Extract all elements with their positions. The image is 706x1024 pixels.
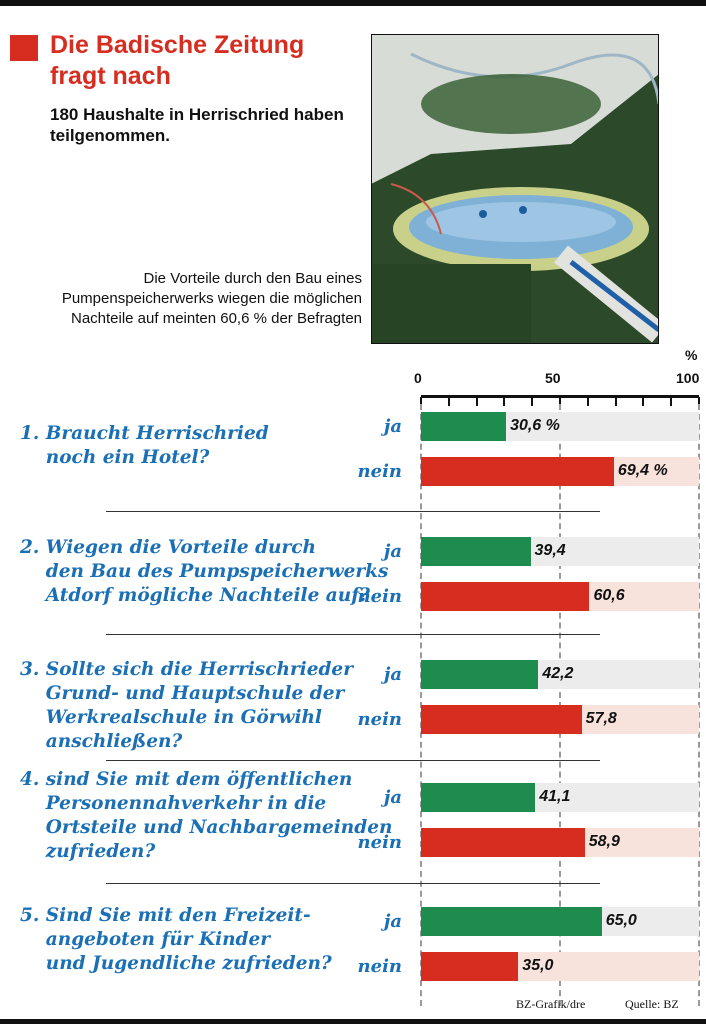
page-subtitle: 180 Haushalte in Herrischried haben teilgenommen. [50, 105, 344, 145]
axis-tick [448, 397, 450, 406]
value-label-ja: 65,0 [605, 912, 637, 929]
axis-tick [587, 397, 589, 406]
question-text: 5. Sind Sie mit den Freizeit- angeboten für Kinder und Jugendliche zufrieden? [20, 905, 332, 974]
answer-label-nein: nein [357, 461, 402, 482]
value-label-nein: 57,8 [585, 710, 617, 727]
axis-unit: % [685, 347, 698, 363]
axis-tick [503, 397, 505, 406]
title-marker [10, 35, 38, 61]
bar-ja [421, 783, 535, 812]
bar-nein [421, 582, 589, 611]
axis-tick [476, 397, 478, 406]
bar-ja [421, 537, 531, 566]
answer-label-ja: ja [383, 541, 402, 562]
source-note: Quelle: BZ [625, 997, 679, 1011]
value-label-nein: 69,4 % [617, 462, 668, 479]
axis-tick [670, 397, 672, 406]
question-separator [106, 634, 600, 635]
answer-label-nein: nein [357, 586, 402, 607]
answer-label-nein: nein [357, 709, 402, 730]
graphic-credit: BZ-Grafik/dre [516, 997, 586, 1011]
question-text: 4. sind Sie mit dem öffentlichen Personennahverkehr in die Ortsteile und Nachbargemeinden zufrieden? [20, 769, 393, 862]
bar-nein [421, 705, 582, 734]
question-separator [106, 511, 600, 512]
bar-nein [421, 457, 614, 486]
bar-ja [421, 412, 506, 441]
question-text: 3. Sollte sich die Herrischrieder Grund- und Hauptschule der Werkrealschule in Görwihl anschließen? [20, 659, 353, 752]
axis-tick-label-0: 0 [414, 370, 422, 386]
bar-nein [421, 828, 585, 857]
answer-label-ja: ja [383, 911, 402, 932]
question-separator [106, 883, 600, 884]
value-label-ja: 39,4 [534, 542, 566, 559]
top-rule [0, 0, 706, 6]
answer-label-ja: ja [383, 664, 402, 685]
answer-label-ja: ja [383, 787, 402, 808]
bar-nein [421, 952, 518, 981]
axis-tick-label-50: 50 [545, 370, 561, 386]
bottom-rule [0, 1019, 706, 1024]
reservoir-model-photo [371, 34, 659, 344]
reservoir-model-illustration [371, 34, 659, 344]
question-text: 1. Braucht Herrischried noch ein Hotel? [20, 423, 269, 468]
bar-ja [421, 907, 602, 936]
value-label-nein: 35,0 [522, 957, 554, 974]
axis-tick-label-100: 100 [676, 370, 700, 386]
page-title: Die Badische Zeitung fragt nach [50, 31, 305, 90]
answer-label-ja: ja [383, 416, 402, 437]
question-separator [106, 760, 600, 761]
answer-label-nein: nein [357, 956, 402, 977]
question-text: 2. Wiegen die Vorteile durch den Bau des Pumpspeicherwerks Atdorf mögliche Nachteile auf? [20, 537, 389, 606]
value-label-ja: 42,2 [542, 665, 574, 682]
axis-tick [531, 397, 533, 406]
axis-tick [615, 397, 617, 406]
value-label-ja: 30,6 % [510, 417, 560, 434]
value-label-ja: 41,1 [539, 788, 571, 805]
photo-caption: Die Vorteile durch den Bau eines Pumpenspeicherwerks wiegen die möglichen Nachteile auf meinten 60,6 % der Befragten [61, 270, 362, 327]
bar-ja [421, 660, 538, 689]
axis-tick [642, 397, 644, 406]
value-label-nein: 60,6 [593, 587, 625, 604]
answer-label-nein: nein [357, 832, 402, 853]
value-label-nein: 58,9 [588, 833, 620, 850]
